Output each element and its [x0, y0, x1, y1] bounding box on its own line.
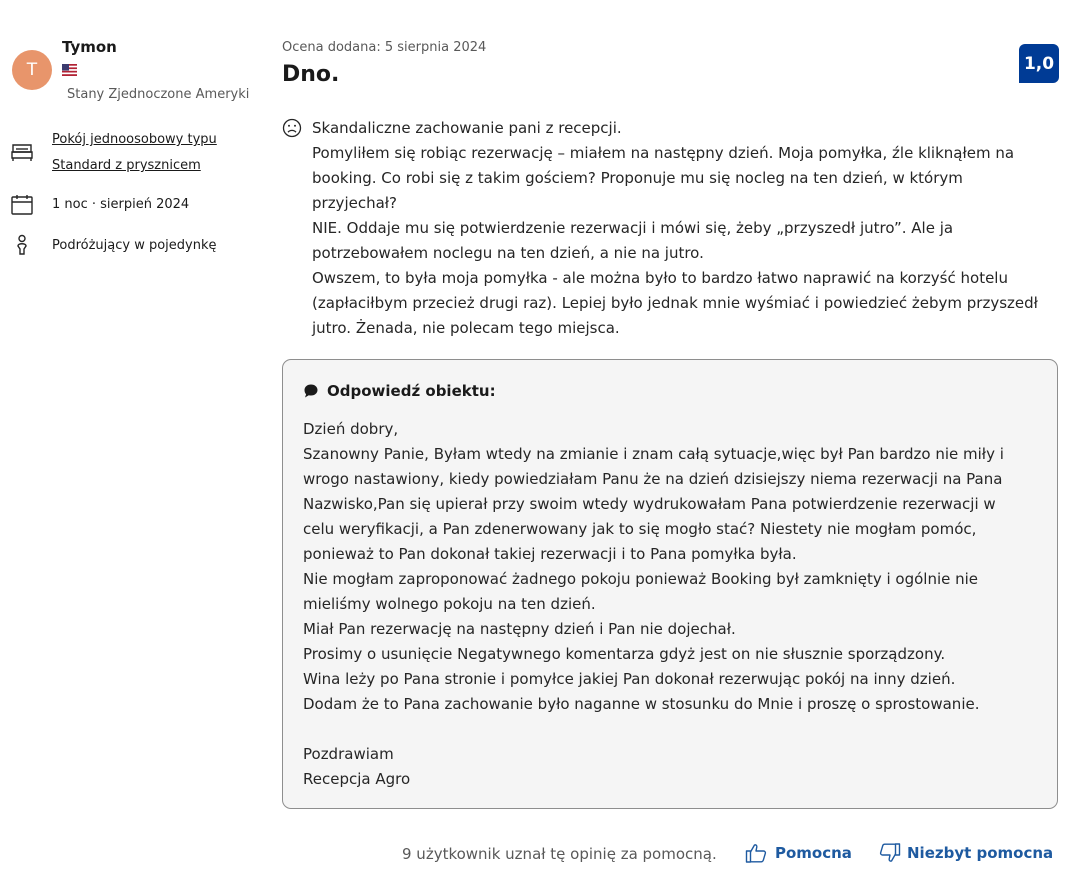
reviewer-country: Stany Zjednoczone Ameryki [67, 87, 250, 102]
reply-text [303, 417, 1004, 792]
review-line: (zapłaciłbym przecież drugi raz). Lepiej było jednak mnie wyśmiać i powiedzieć żebym przyszedł [312, 294, 1038, 312]
reply-line: celu weryfikacji, a Pan zdenerwowany jak to się mogło stać? Niestety nie mogłam pomóc, [303, 520, 977, 538]
reply-line: mieliśmy wolnego pokoju na ten dzień. [303, 595, 596, 613]
reply-line: Nazwisko,Pan się upierał przy swoim wtedy wydrukowałam Pana potwierdzenie rezerwacji w [303, 495, 996, 513]
reply-line: Recepcja Agro [303, 770, 411, 788]
score-badge: 1,0 [1019, 44, 1059, 83]
helpful-button[interactable] [745, 842, 852, 864]
bed-icon [10, 141, 34, 163]
reviewer-name: Tymon [62, 38, 117, 56]
person-icon [10, 234, 34, 256]
reply-heading [303, 382, 496, 400]
room-type-line[interactable]: Pokój jednoosobowy typu [52, 132, 217, 147]
review-title: Dno. [282, 62, 340, 87]
not-helpful-button[interactable] [877, 842, 1053, 864]
reply-line: Pozdrawiam [303, 745, 394, 763]
reply-line: Miał Pan rezerwację na następny dzień i Pan nie dojechał. [303, 620, 736, 638]
stay-nights: 1 noc · sierpień 2024 [52, 197, 190, 212]
reply-line: wrogo nastawiony, kiedy powiedziałam Panu że na dzień dzisiejszy niema rezerwacji na Pana [303, 470, 1003, 488]
helpful-count: 9 użytkownik uznał tę opinię za pomocną. [402, 845, 717, 863]
reply-heading-text: Odpowiedź obiektu: [327, 382, 496, 400]
review-date: Ocena dodana: 5 sierpnia 2024 [282, 40, 487, 55]
property-reply [282, 359, 1058, 809]
reply-line: Dzień dobry, [303, 420, 399, 438]
review-line: NIE. Oddaje mu się potwierdzenie rezerwacji i mówi się, żeby „przyszedł jutro”. Ale ja [312, 219, 954, 237]
speech-bubble-icon [303, 383, 319, 399]
review-line: jutro. Żenada, nie polecam tego miejsca. [312, 319, 620, 337]
not-helpful-label[interactable]: Niezbyt pomocna [907, 844, 1054, 862]
review-text [312, 116, 1038, 341]
room-type-line[interactable]: Standard z prysznicem [52, 158, 201, 173]
reply-line: ponieważ to Pan dokonał takiej rezerwacji i to Pana pomyłka była. [303, 545, 797, 563]
review-line: potrzebowałem noclegu na ten dzień, a nie na jutro. [312, 244, 704, 262]
sad-face-icon [282, 118, 302, 138]
reply-line: Prosimy o usunięcie Negatywnego komentarza gdyż jest on nie słusznie sporządzony. [303, 645, 946, 663]
reply-line: Nie mogłam zaproponować żadnego pokoju ponieważ Booking był zamknięty i ogólnie nie [303, 570, 979, 588]
review-line: booking. Co robi się z takim gościem? Proponuje mu się nocleg na ten dzień, w którym [312, 169, 963, 187]
reply-line: Dodam że to Pana zachowanie było naganne w stosunku do Mnie i proszę o sprostowanie. [303, 695, 980, 713]
review-line: przyjechał? [312, 194, 398, 212]
review-line: Skandaliczne zachowanie pani z recepcji. [312, 119, 622, 137]
reply-line: Szanowny Panie, Byłam wtedy na zmianie i znam całą sytuacje,więc był Pan bardzo nie miły i [303, 445, 1004, 463]
review-line: Owszem, to była moja pomyłka - ale można było to bardzo łatwo naprawić na korzyść hotelu [312, 269, 1008, 287]
helpful-label[interactable]: Pomocna [775, 844, 852, 862]
review-line: Pomyliłem się robiąc rezerwację – miałem na następny dzień. Moja pomyłka, źle kliknąłem na [312, 144, 1015, 162]
thumbs-up-icon [745, 842, 769, 864]
traveler-type: Podróżujący w pojedynkę [52, 238, 217, 253]
reply-line: Wina leży po Pana stronie i pomyłce jakiej Pan dokonał rezerwując pokój na inny dzień. [303, 670, 956, 688]
reply-blank-line [303, 717, 1004, 742]
thumbs-down-icon [877, 842, 901, 864]
room-type-link[interactable] [52, 127, 217, 179]
us-flag-icon [62, 64, 77, 76]
avatar: T [12, 50, 52, 90]
calendar-icon [10, 194, 34, 216]
